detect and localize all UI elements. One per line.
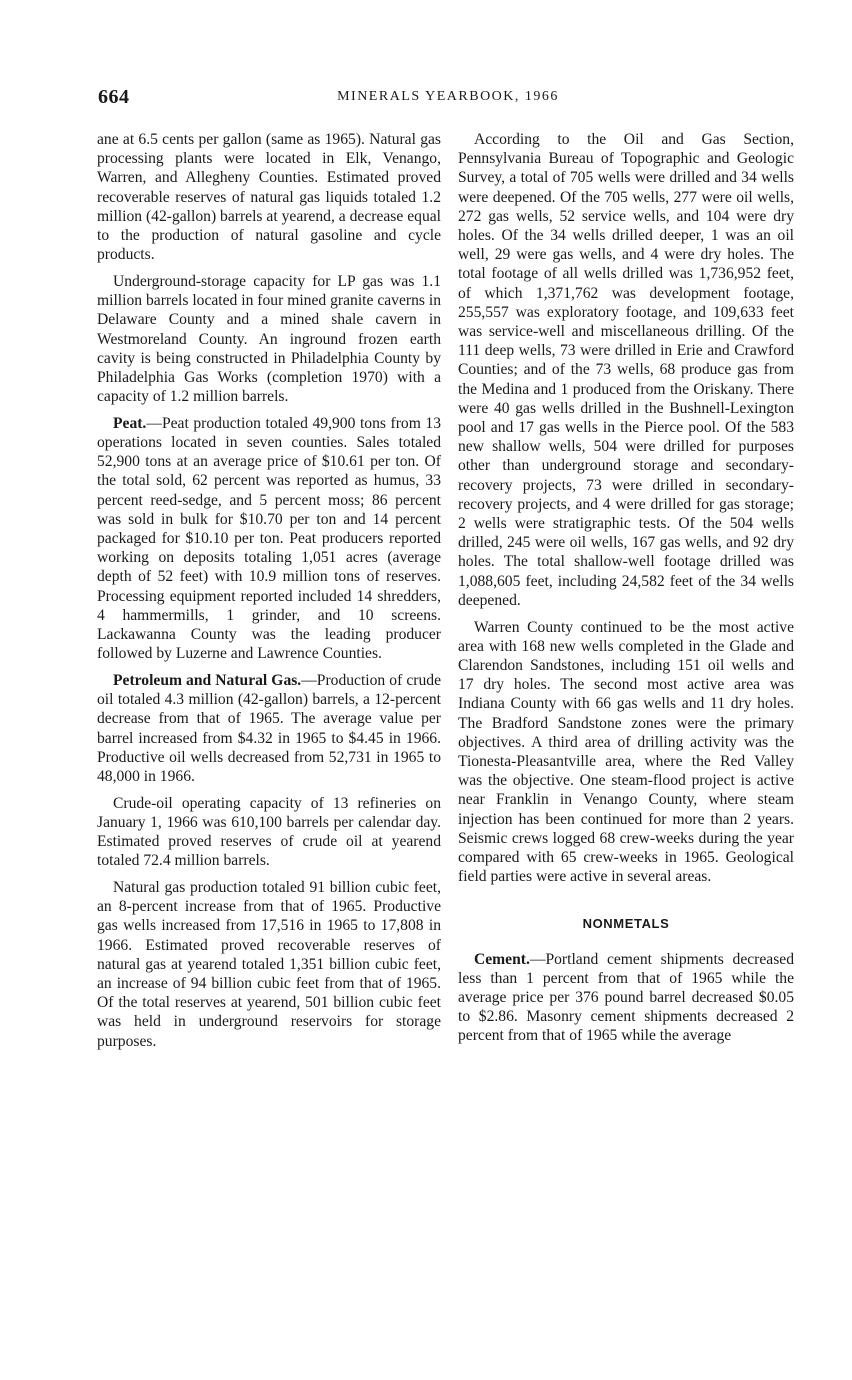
page-number: 664: [98, 86, 130, 108]
paragraph-underground-storage: Underground-storage capacity for LP gas was 1.1 million barrels located in four mined granite caverns in Delaware County and a mined shale cavern in Westmoreland County. An inground frozen earth cavity is being constructed in Philadelphia County by Philadelphia Gas Works (completion 1970) with a capacity of 1.2 million barrels.: [97, 272, 441, 406]
petroleum-heading: Petroleum and Natural Gas.: [113, 671, 302, 689]
cement-text: —Portland cement shipments decreased less than 1 percent from that of 1965 while the average price per 376 pound barrel decreased $0.05 to $2.86. Masonry cement shipments decreased 2 percent from that of 1965 while the average: [458, 950, 794, 1045]
page-header: [98, 86, 798, 110]
cement-heading: Cement.: [474, 950, 530, 968]
paragraph-cement: [458, 950, 794, 1046]
paragraph-petroleum: [97, 671, 441, 786]
paragraph-natural-gas: Natural gas production totaled 91 billion cubic feet, an 8-percent increase from that of 1965. Productive gas wells increased from 17,516 in 1965 to 17,808 in 1966. Estimated proved recoverable reserves of natural gas at yearend totaled 1,351 billion cubic feet, an increase of 94 billion cubic feet from that of 1965. Of the total reserves at yearend, 501 billion cubic feet was held in underground reservoirs for storage purposes.: [97, 879, 441, 1050]
right-column: [458, 130, 794, 1053]
peat-heading: Peat.: [113, 414, 147, 432]
peat-text: —Peat production totaled 49,900 tons from 13 operations located in seven counties. Sales totaled 52,900 tons at an average price of $10.61 per ton. Of the total sold, 62 percent was reported as humus, 33 percent reed-sedge, and 5 percent moss; 86 percent was sold in bulk for $10.70 per ton and 14 percent packaged for $10.10 per ton. Peat producers reported working on deposits totaling 1,051 acres (average depth of 52 feet) with 10.9 million tons of reserves. Processing equipment reported included 14 shredders, 4 hammermills, 1 grinder, and 10 screens. Lackawanna County was the leading producer followed by Luzerne and Lawrence Counties.: [97, 414, 441, 663]
section-heading-nonmetals: NONMETALS: [582, 916, 670, 932]
paragraph-peat: [97, 414, 441, 664]
running-title: MINERALS YEARBOOK, 1966: [337, 89, 559, 104]
paragraph-crude-oil: Crude-oil operating capacity of 13 refineries on January 1, 1966 was 610,100 barrels per calendar day. Estimated proved reserves of crude oil at yearend totaled 72.4 million barrels.: [97, 794, 441, 870]
petroleum-text: —Production of crude oil totaled 4.3 million (42-gallon) barrels, a 12-percent decrease from that of 1965. The average value per barrel increased from $4.32 in 1965 to $4.45 in 1966. Productive oil wells decreased from 52,731 in 1965 to 48,000 in 1966.: [97, 671, 441, 785]
paragraph-warren-county: Warren County continued to be the most active area with 168 new wells completed in the Glade and Clarendon Sandstones, including 151 oil wells and 17 dry holes. The second most active area was Indiana County with 66 gas wells and 11 dry holes. The Bradford Sandstone zones were the primary objectives. A third area of drilling activity was the Tionesta-Pleasantville area, where the Red Valley was the objective. One steam-flood project is active near Franklin in Venango County, where steam injection has been continued for more than 2 years. Seismic crews logged 68 crew-weeks during the year compared with 65 crew-weeks in 1965. Geological field parties were active in several areas.: [458, 618, 794, 886]
left-column: [97, 130, 441, 1058]
paragraph-lpg-continuation: ane at 6.5 cents per gallon (same as 1965). Natural gas processing plants were located in Elk, Venango, Warren, and Allegheny Counties. Estimated proved recoverable reserves of natural gas liquids totaled 1.2 million (42-gallon) barrels at yearend, a decrease equal to the production of natural gasoline and cycle products.: [97, 131, 441, 264]
paragraph-drilling: According to the Oil and Gas Section, Pennsylvania Bureau of Topographic and Geologic Survey, a total of 705 wells were drilled and 34 wells were deepened. Of the 705 wells, 277 were oil wells, 272 gas wells, 52 service wells, and 104 were dry holes. Of the 34 wells drilled deeper, 1 was an oil well, 29 were gas wells, and 4 were dry holes. The total footage of all wells drilled was 1,736,952 feet, of which 1,371,762 was development footage, 255,557 was exploratory footage, and 109,633 feet was service-well and miscellaneous drilling. Of the 111 deep wells, 73 were drilled in Erie and Crawford Counties; and of the 73 wells, 68 produce gas from the Medina and 1 produced from the Oriskany. There were 40 gas wells drilled in the Bushnell-Lexington pool and 17 gas wells in the Pierce pool. Of the 583 new shallow wells, 504 were drilled for purposes other than underground storage and secondary-recovery projects, 73 were drilled in secondary-recovery projects, and 4 were drilled for gas storage; 2 wells were stratigraphic tests. Of the 504 wells drilled, 245 were oil wells, 167 gas wells, and 92 dry holes. The total shallow-well footage drilled was 1,088,605 feet, including 24,582 feet of the 34 wells deepened.: [458, 131, 794, 609]
